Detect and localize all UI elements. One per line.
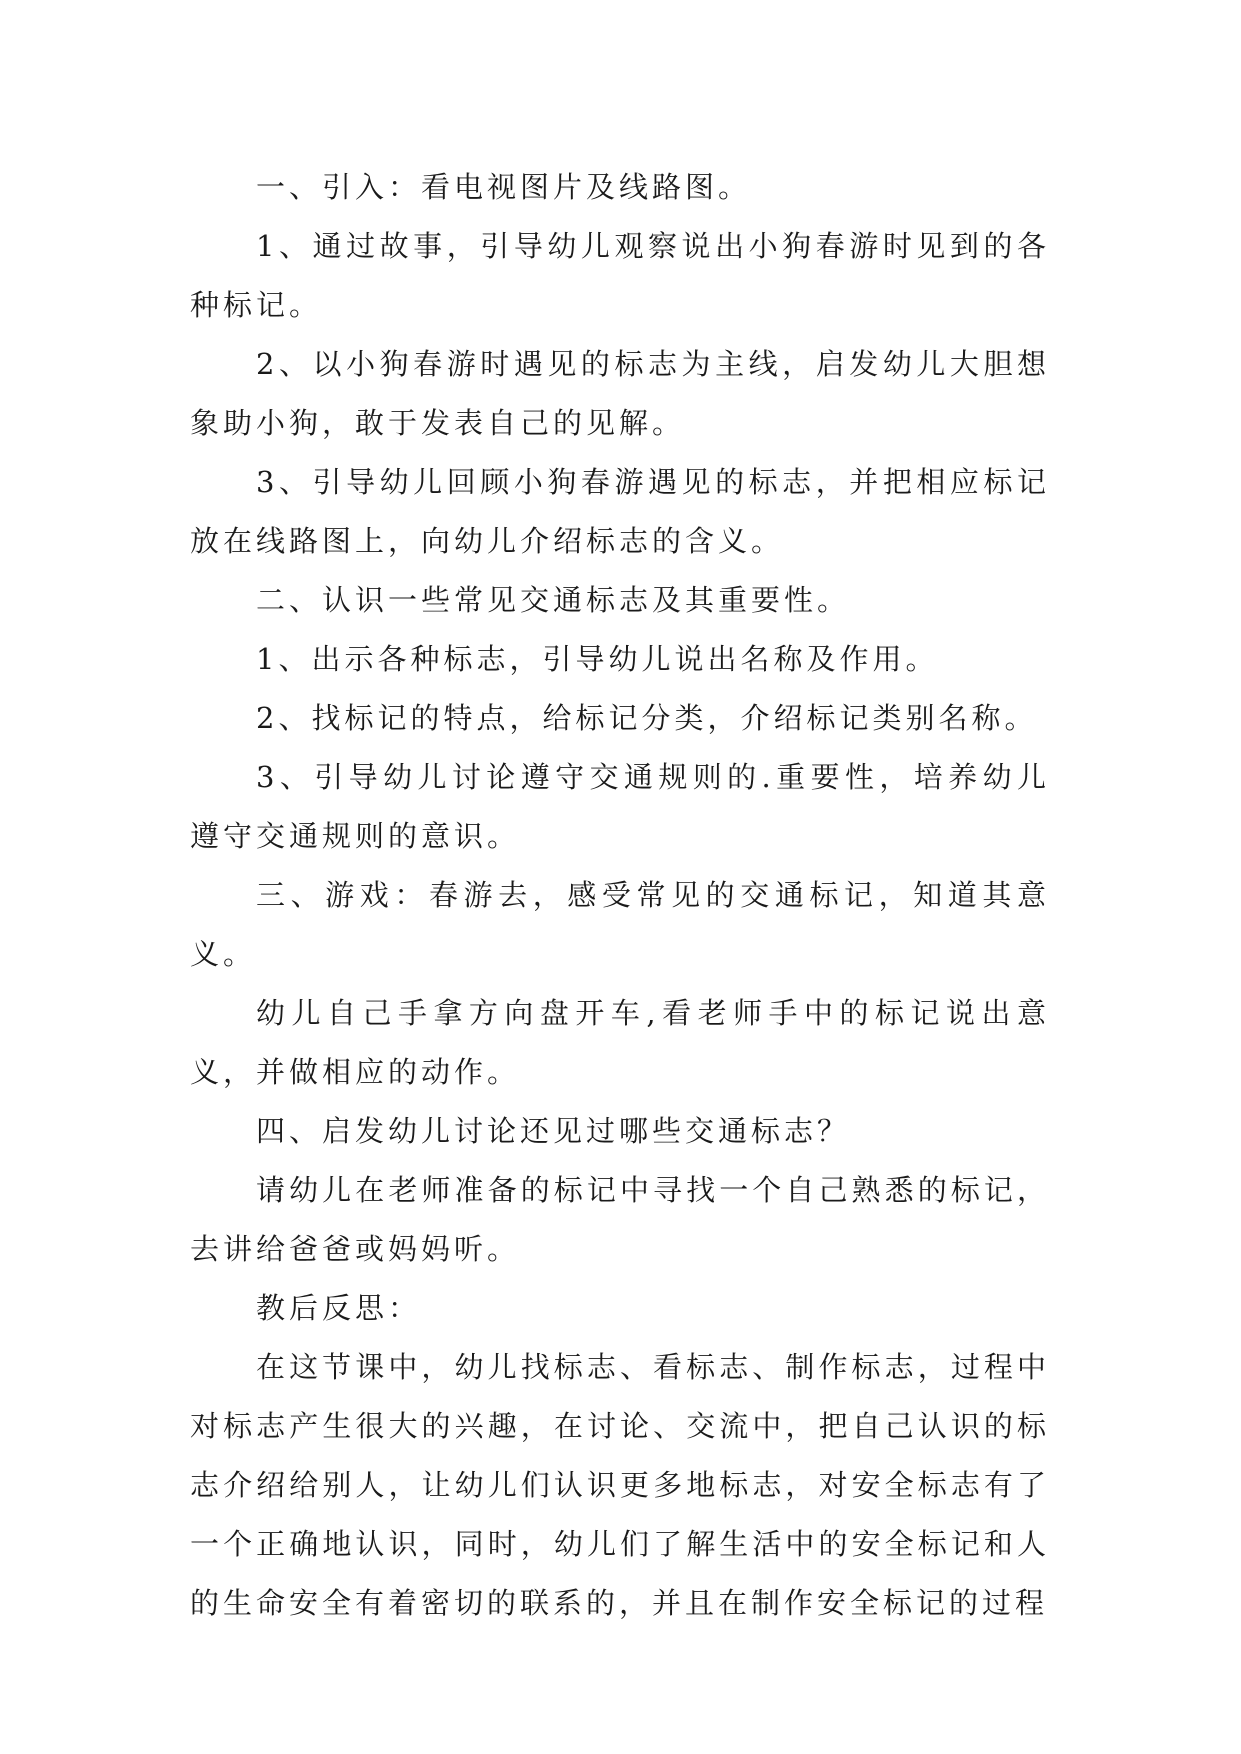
paragraph-14: 在这节课中，幼儿找标志、看标志、制作标志，过程中对标志产生很大的兴趣，在讨论、交流中，把自己认识的标志介绍给别人，让幼儿们认识更多地标志，对安全标志有了一个正确地认识，同时，幼儿们了解生活中的安全标记和人的生命安全有着密切的联系的，并且在制作安全标记的过程	[190, 1350, 1050, 1620]
paragraph-4: 3、引导幼儿回顾小狗春游遇见的标志，并把相应标记放在线路图上，向幼儿介绍标志的含义。	[190, 465, 1050, 558]
paragraph-8: 3、引导幼儿讨论遵守交通规则的.重要性，培养幼儿遵守交通规则的意识。	[190, 760, 1050, 853]
paragraph-3: 2、以小狗春游时遇见的标志为主线，启发幼儿大胆想象助小狗，敢于发表自己的见解。	[190, 347, 1050, 440]
paragraph-5: 二、认识一些常见交通标志及其重要性。	[256, 583, 851, 617]
paragraph-11: 四、启发幼儿讨论还见过哪些交通标志？	[256, 1114, 851, 1148]
paragraph-1: 一、引入：看电视图片及线路图。	[256, 170, 752, 204]
document-body	[190, 158, 1050, 1633]
paragraph-2: 1、通过故事，引导幼儿观察说出小狗春游时见到的各种标记。	[190, 229, 1050, 322]
paragraph-12: 请幼儿在老师准备的标记中寻找一个自己熟悉的标记，去讲给爸爸或妈妈听。	[190, 1173, 1050, 1266]
paragraph-9: 三、游戏：春游去，感受常见的交通标记，知道其意义。	[190, 878, 1050, 971]
paragraph-13: 教后反思：	[256, 1291, 422, 1325]
paragraph-6: 1、出示各种标志，引导幼儿说出名称及作用。	[256, 642, 939, 676]
paragraph-10: 幼儿自己手拿方向盘开车,看老师手中的标记说出意义，并做相应的动作。	[190, 996, 1050, 1089]
paragraph-7: 2、找标记的特点，给标记分类，介绍标记类别名称。	[256, 701, 1038, 735]
